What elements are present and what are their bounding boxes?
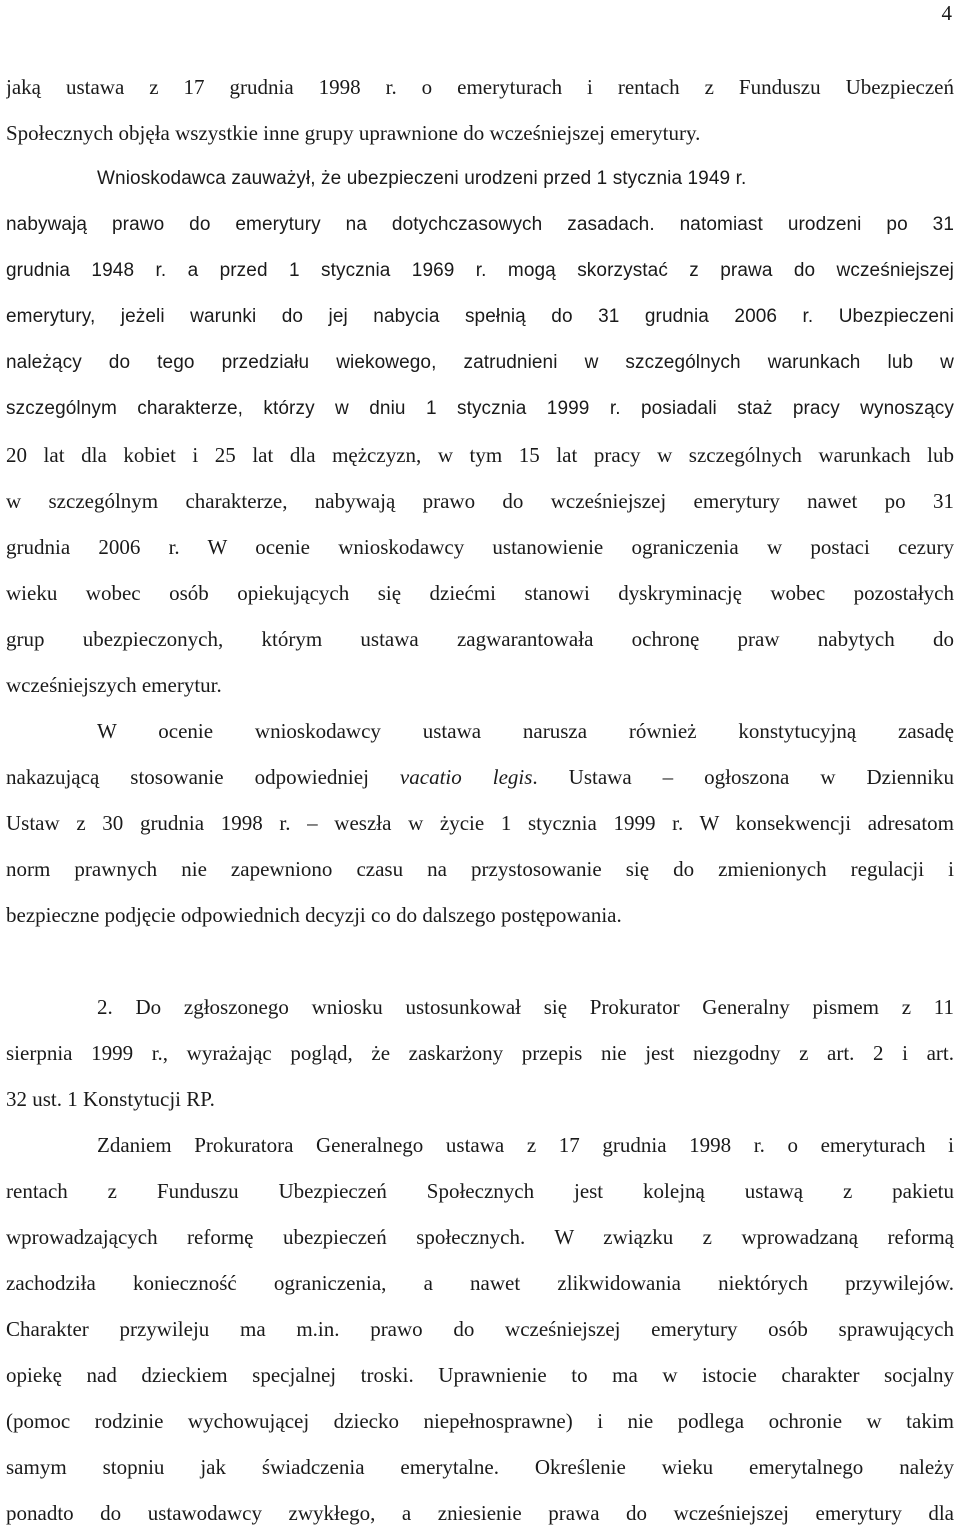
text-line: norm prawnych nie zapewniono czasu na przystosowanie się do zmienionych regulacji i	[6, 857, 954, 881]
text-line: Wnioskodawca zauważył, że ubezpieczeni urodzeni przed 1 stycznia 1949 r.	[97, 168, 747, 189]
text-line: wieku wobec osób opiekujących się dziećmi stanowi dyskryminację wobec pozostałych	[6, 581, 954, 605]
text-line: zachodziła konieczność ograniczenia, a nawet zlikwidowania niektórych przywilejów.	[6, 1271, 954, 1295]
text-line: sierpnia 1999 r., wyrażając pogląd, że zaskarżony przepis nie jest niezgodny z art. 2 i art.	[6, 1041, 954, 1065]
text-line: wcześniejszych emerytur.	[6, 673, 222, 697]
text-line: nabywają prawo do emerytury na dotychczasowych zasadach. natomiast urodzeni po 31	[6, 214, 954, 235]
text-line: W ocenie wnioskodawcy ustawa narusza również konstytucyjną zasadę	[97, 719, 954, 743]
text-line: należący do tego przedziału wiekowego, zatrudnieni w szczególnych warunkach lub w	[6, 352, 954, 373]
text-line: Społecznych objęła wszystkie inne grupy uprawnione do wcześniejszej emerytury.	[6, 121, 701, 145]
text-line: w szczególnym charakterze, nabywają prawo do wcześniejszej emerytury nawet po 31	[6, 489, 954, 513]
text-line: 20 lat dla kobiet i 25 lat dla mężczyzn, w tym 15 lat pracy w szczególnych warunkach lub	[6, 443, 954, 467]
text-fragment: . Ustawa – ogłoszona w Dzienniku	[532, 765, 954, 789]
text-line: 32 ust. 1 Konstytucji RP.	[6, 1087, 215, 1111]
text-line	[6, 754, 954, 800]
text-line: wprowadzających reformę ubezpieczeń społecznych. W związku z wprowadzaną reformą	[6, 1225, 954, 1249]
document-body	[6, 64, 954, 1536]
text-line: emerytury, jeżeli warunki do jej nabycia spełnią do 31 grudnia 2006 r. Ubezpieczeni	[6, 306, 954, 327]
page-number: 4	[941, 1, 952, 25]
text-fragment: nakazującą stosowanie odpowiedniej	[6, 765, 400, 789]
text-line: bezpieczne podjęcie odpowiednich decyzji co do dalszego postępowania.	[6, 903, 622, 927]
text-line: grup ubezpieczonych, którym ustawa zagwarantowała ochronę praw nabytych do	[6, 627, 954, 651]
text-line: rentach z Funduszu Ubezpieczeń Społecznych jest kolejną ustawą z pakietu	[6, 1179, 954, 1203]
text-line: samym stopniu jak świadczenia emerytalne. Określenie wieku emerytalnego należy	[6, 1455, 954, 1479]
italic-term: vacatio legis	[399, 765, 533, 789]
text-line: Charakter przywileju ma m.in. prawo do wcześniejszej emerytury osób sprawujących	[6, 1317, 954, 1341]
text-line: 2. Do zgłoszonego wniosku ustosunkował się Prokurator Generalny pismem z 11	[97, 995, 954, 1019]
text-line: opiekę nad dzieckiem specjalnej troski. Uprawnienie to ma w istocie charakter socjalny	[6, 1363, 954, 1387]
text-line: ponadto do ustawodawcy zwykłego, a zniesienie prawa do wcześniejszej emerytury dla	[6, 1501, 954, 1525]
text-line: jaką ustawa z 17 grudnia 1998 r. o emeryturach i rentach z Funduszu Ubezpieczeń	[6, 75, 954, 99]
paragraph-gap	[6, 938, 954, 984]
text-line: Zdaniem Prokuratora Generalnego ustawa z 17 grudnia 1998 r. o emeryturach i	[97, 1133, 954, 1157]
text-line: Ustaw z 30 grudnia 1998 r. – weszła w życie 1 stycznia 1999 r. W konsekwencji adresatom	[6, 811, 954, 835]
text-line: grudnia 2006 r. W ocenie wnioskodawcy ustanowienie ograniczenia w postaci cezury	[6, 535, 954, 559]
text-line: grudnia 1948 r. a przed 1 stycznia 1969 r. mogą skorzystać z prawa do wcześniejszej	[6, 260, 954, 281]
text-line: (pomoc rodzinie wychowującej dziecko niepełnosprawne) i nie podlega ochronie w takim	[6, 1409, 954, 1433]
text-line: szczególnym charakterze, którzy w dniu 1 stycznia 1999 r. posiadali staż pracy wynoszący	[6, 398, 954, 419]
